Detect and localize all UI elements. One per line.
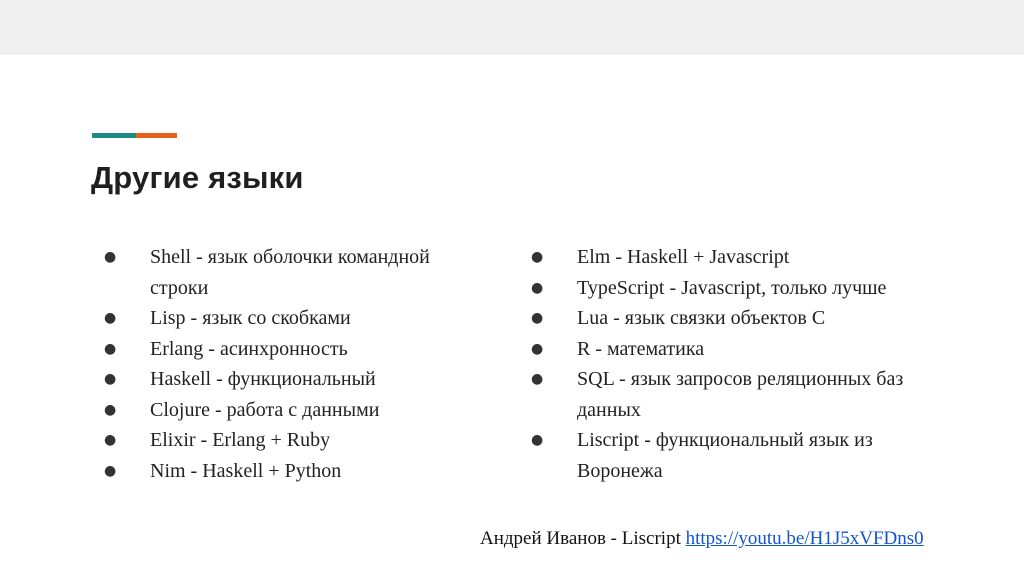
bullet-icon: ● [104,432,117,448]
bullet-icon: ● [531,432,544,448]
accent-line-teal [92,133,136,138]
bullet-icon: ● [531,249,544,265]
list-item-text: Elixir - Erlang + Ruby [150,429,331,451]
right-list [531,242,951,486]
youtube-link[interactable]: https://youtu.be/H1J5xVFDns0 [685,528,924,549]
list-item [104,334,464,365]
list-item-text: Clojure - работа с данными [150,398,380,421]
list-item [104,425,464,456]
footer-credit [480,528,924,550]
bullet-icon: ● [104,249,117,265]
bullet-icon: ● [104,310,117,326]
list-item-text: SQL - язык запросов реляционных баз данных [577,368,904,421]
list-item [104,456,464,487]
list-item [531,273,951,304]
bullet-icon: ● [531,371,544,387]
bullet-icon: ● [531,279,544,296]
bullet-icon: ● [104,401,117,418]
bullet-icon: ● [104,340,117,357]
bullet-icon: ● [531,310,544,326]
list-item-text: Nim - Haskell + Python [150,459,342,482]
list-item-text: R - математика [577,337,705,360]
list-item-text: Lua - язык связки объектов C [577,307,826,329]
list-item [531,364,951,425]
accent-line-orange [136,133,177,138]
footer-text: Андрей Иванов - Liscript [480,528,686,549]
list-item-text: TypeScript - Javascript, только лучше [577,276,887,299]
list-item [531,303,951,334]
list-item [104,364,464,395]
bullet-icon: ● [104,462,117,479]
bullet-icon: ● [531,340,544,357]
list-item-text: Lisp - язык со скобками [150,307,351,329]
list-item [104,303,464,334]
list-item-text: Shell - язык оболочки командной строки [150,246,430,299]
left-list [104,242,464,486]
list-item [531,242,951,273]
list-item [531,425,951,486]
list-item [104,242,464,303]
slide-title: Другие языки [91,160,304,195]
list-item [531,334,951,365]
list-item-text: Elm - Haskell + Javascript [577,246,790,268]
bullet-icon: ● [104,371,117,387]
top-bar [0,0,1024,55]
list-item-text: Erlang - асинхронность [150,337,348,360]
list-item-text: Liscript - функциональный язык из Воронежа [577,429,873,482]
list-item [104,395,464,426]
list-item-text: Haskell - функциональный [150,368,376,390]
